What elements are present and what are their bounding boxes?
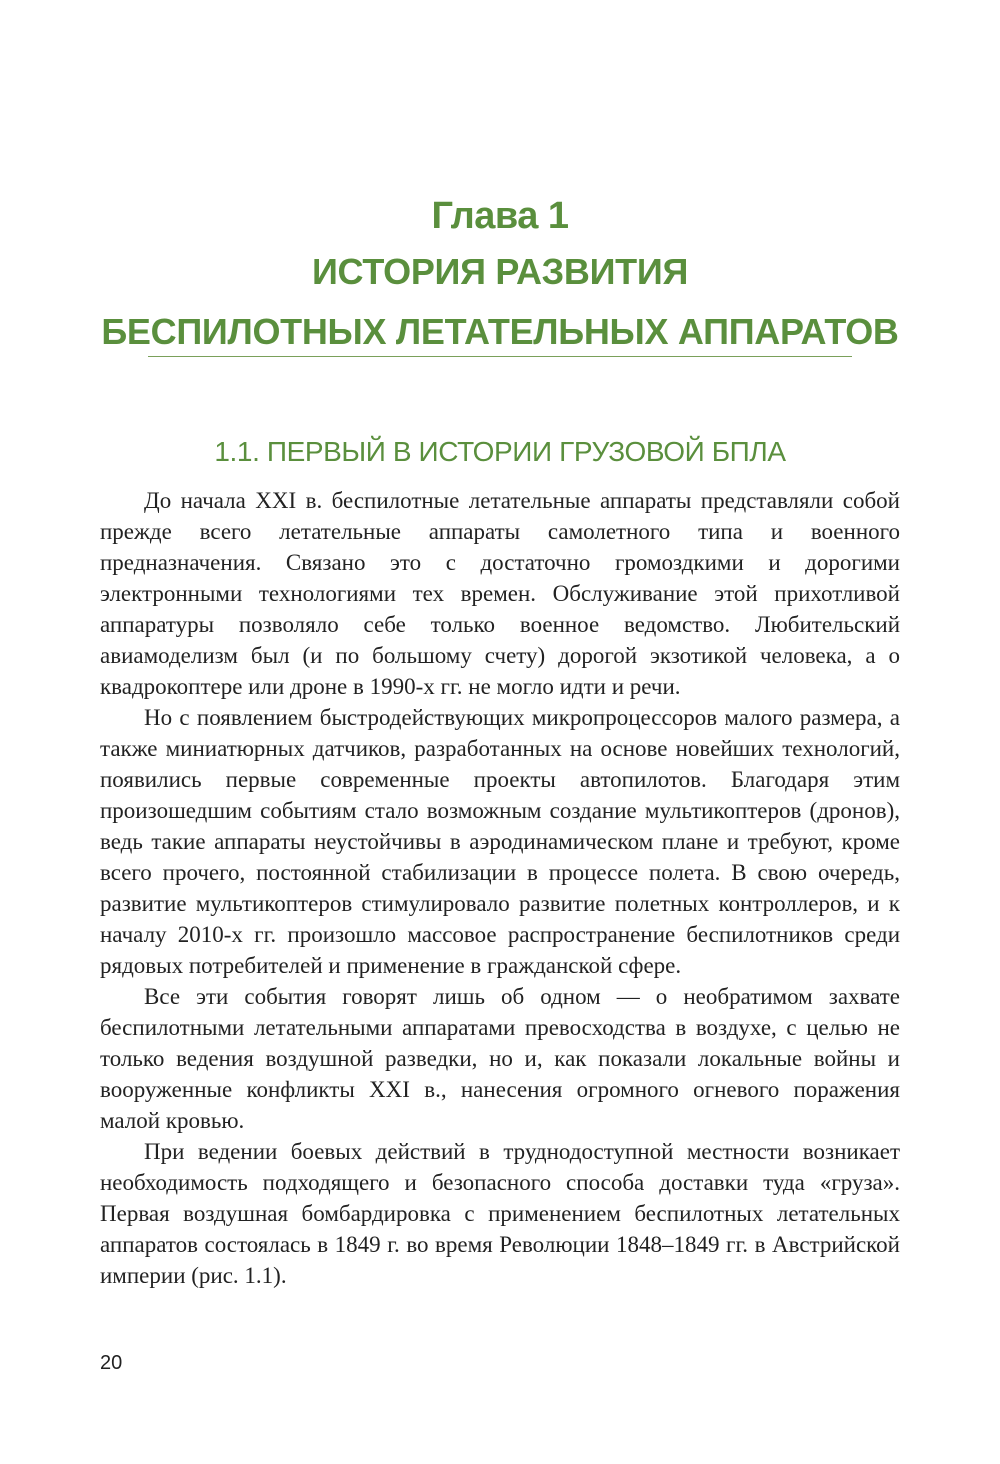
paragraph: Но с появлением быстродействующих микропроцессоров малого размера, а также миниатюрных датчиков, разработанных на основе новейших технологий, появились первые современные проекты автопилотов. Благодаря этим произошедшим событиям стало возможным создание мультикоптеров (дронов), ведь такие аппараты неустойчивы в аэродинамическом плане и требуют, кроме всего прочего, постоянной стабилизации в процессе полета. В свою очередь, развитие мультикоптеров стимулировало развитие полетных контроллеров, и к началу 2010-х гг. произошло массовое распространение беспилотников среди рядовых потребителей и применение в гражданской сфере.	[100, 705, 900, 978]
chapter-title-line-1: ИСТОРИЯ РАЗВИТИЯ	[311, 251, 689, 292]
chapter-heading	[100, 190, 900, 362]
page-number: 20	[100, 1352, 123, 1374]
chapter-title-line-2: БЕСПИЛОТНЫХ ЛЕТАТЕЛЬНЫХ АППАРАТОВ	[101, 311, 899, 352]
paragraph: При ведении боевых действий в труднодоступной местности возникает необходимость подходящего и безопасного способа доставки туда «груза». Первая воздушная бомбардировка с применением беспилотных летательных аппаратов состоялась в 1849 г. во время Революции 1848–1849 гг. в Австрийской империи (рис. 1.1).	[100, 1139, 900, 1288]
section-title: 1.1. ПЕРВЫЙ В ИСТОРИИ ГРУЗОВОЙ БПЛА	[214, 436, 786, 467]
chapter-divider	[148, 356, 852, 357]
paragraph: Все эти события говорят лишь об одном — о необратимом захвате беспилотными летательными аппаратами превосходства в воздухе, с целью не только ведения воздушной разведки, но и, как показали локальные войны и вооруженные конфликты XXI в., нанесения огромного огневого поражения малой кровью.	[100, 984, 900, 1133]
chapter-label: Глава 1	[431, 195, 569, 237]
body-text	[100, 485, 900, 1291]
paragraph: До начала XXI в. беспилотные летательные аппараты представляли собой прежде всего летательные аппараты самолетного типа и военного предназначения. Связано это с достаточно громоздкими и дорогими электронными технологиями тех времен. Обслуживание этой прихотливой аппаратуры позволяло себе только военное ведомство. Любительский авиамоделизм был (и по большому счету) дорогой экзотикой человека, а о квадрокоптере или дроне в 1990-х гг. не могло идти и речи.	[100, 488, 900, 699]
